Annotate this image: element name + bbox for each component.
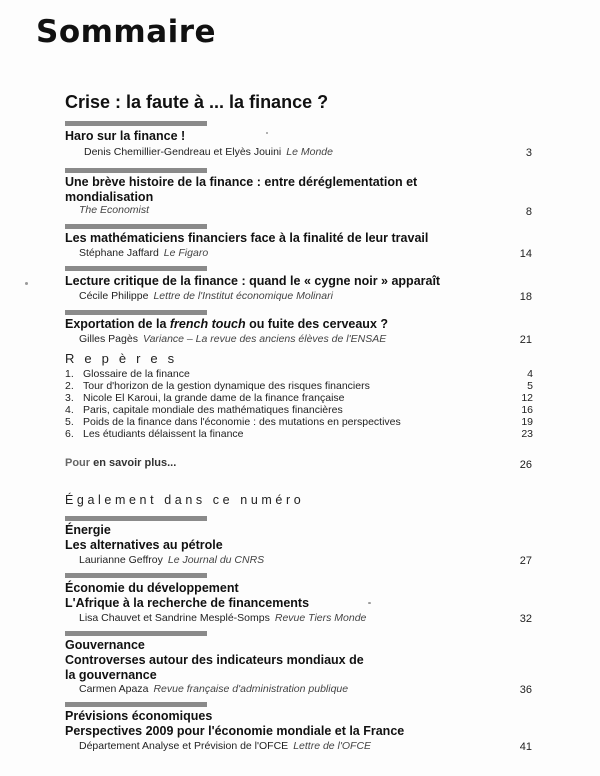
section-divider — [65, 224, 207, 229]
section-label: Prévisions économiques — [65, 709, 213, 723]
repere-label: Glossaire de la finance — [83, 368, 190, 380]
entry-authors: Gilles Pagès — [79, 333, 138, 345]
entry-authors: Cécile Philippe — [79, 290, 149, 302]
repere-item — [65, 392, 533, 404]
repere-page: 4 — [527, 368, 533, 380]
entry-authors: Carmen Apaza — [79, 683, 149, 695]
entry-page: 41 — [519, 741, 532, 753]
section-label: Énergie — [65, 523, 111, 537]
entry-authors: Laurianne Geffroy — [79, 554, 163, 566]
section-divider — [65, 573, 207, 578]
entry-authors: Denis Chemillier-Gendreau et Elyès Jouini — [84, 146, 282, 158]
entry-page: 36 — [519, 684, 532, 696]
section-divider — [65, 516, 207, 521]
entry-title: L'Afrique à la recherche de financements — [65, 596, 310, 610]
entry-title: Une brève histoire de la finance : entre déréglementation et mondialisation — [65, 175, 418, 204]
entry-title: Haro sur la finance ! — [65, 129, 186, 143]
plus-prefix: Pour — [65, 457, 91, 469]
entry-title: Controverses autour des indicateurs mondiaux de la gouvernance — [65, 653, 364, 682]
entry-source: The Economist — [79, 204, 150, 216]
repere-label: Paris, capitale mondiale des mathématiques financières — [83, 404, 343, 416]
entry-byline — [79, 612, 366, 625]
section-divider — [65, 168, 207, 173]
entry-title — [65, 317, 535, 332]
entry-byline — [79, 554, 264, 567]
plus-label: en savoir plus... — [93, 457, 177, 469]
section-divider — [65, 121, 207, 126]
repere-label: Les étudiants délaissent la finance — [83, 428, 244, 440]
entry-source: Variance – La revue des anciens élèves de l'ENSAE — [142, 333, 387, 345]
entry-byline — [79, 290, 333, 303]
repere-page: 19 — [521, 416, 533, 428]
entry-byline — [79, 683, 348, 696]
section-divider — [65, 702, 207, 707]
entry-page: 18 — [519, 291, 532, 303]
scan-speck — [368, 602, 371, 604]
repere-page: 16 — [521, 404, 533, 416]
entry-byline — [79, 247, 208, 260]
reperes-heading: Repères — [65, 351, 185, 366]
dossier-title: Crise : la faute à ... la finance ? — [65, 92, 329, 112]
entry-source: Le Journal du CNRS — [167, 554, 265, 566]
entry-source: Le Figaro — [163, 247, 209, 259]
entry-title-part: ou fuite des cerveaux ? — [245, 317, 389, 331]
entry-title: Perspectives 2009 pour l'économie mondiale et la France — [65, 724, 405, 738]
entry-authors: Lisa Chauvet et Sandrine Mesplé-Somps — [79, 612, 270, 624]
repere-number: 1. — [65, 368, 74, 380]
entry-title: Les mathématiciens financiers face à la finalité de leur travail — [65, 231, 429, 245]
egalement-heading: Également dans ce numéro — [65, 493, 305, 507]
entry-source: Lettre de l'Institut économique Molinari — [153, 290, 333, 302]
entry-byline — [79, 333, 386, 346]
repere-number: 6. — [65, 428, 74, 440]
repere-item — [65, 428, 533, 440]
repere-number: 4. — [65, 404, 74, 416]
section-divider — [65, 631, 207, 636]
section-label: Économie du développement — [65, 581, 239, 595]
entry-byline — [79, 740, 371, 753]
entry-title-part: Exportation de la — [65, 317, 170, 331]
entry-page: 27 — [519, 555, 532, 567]
repere-number: 3. — [65, 392, 74, 404]
entry-title: Lecture critique de la finance : quand le « cygne noir » apparaît — [65, 274, 441, 288]
entry-source: Le Monde — [286, 146, 333, 158]
repere-label: Poids de la finance dans l'économie : des mutations en perspectives — [83, 416, 401, 428]
entry-page: 32 — [519, 613, 532, 625]
scan-speck — [25, 282, 28, 285]
pour-en-savoir-plus — [65, 457, 176, 469]
repere-item — [65, 416, 533, 428]
entry-byline — [79, 204, 149, 217]
repere-number: 2. — [65, 380, 74, 392]
entry-title-italic: french touch — [169, 317, 246, 331]
entry-byline — [84, 146, 333, 159]
section-label: Gouvernance — [65, 638, 145, 652]
entry-authors: Stéphane Jaffard — [79, 247, 159, 259]
section-divider — [65, 266, 207, 271]
scan-speck — [266, 132, 268, 134]
entry-page: 21 — [519, 334, 532, 346]
page-title: Sommaire — [36, 14, 217, 50]
entry-page: 8 — [525, 206, 532, 218]
repere-page: 23 — [521, 428, 533, 440]
entry-source: Lettre de l'OFCE — [293, 740, 372, 752]
repere-number: 5. — [65, 416, 74, 428]
repere-page: 5 — [527, 380, 533, 392]
section-divider — [65, 310, 207, 315]
repere-item — [65, 404, 533, 416]
entry-source: Revue française d'administration publique — [153, 683, 349, 695]
entry-source: Revue Tiers Monde — [274, 612, 367, 624]
entry-title: Les alternatives au pétrole — [65, 538, 223, 552]
entry-page: 14 — [519, 248, 532, 260]
repere-page: 12 — [521, 392, 533, 404]
repere-item — [65, 380, 533, 392]
repere-item — [65, 368, 533, 380]
repere-label: Tour d'horizon de la gestion dynamique des risques financiers — [83, 380, 370, 392]
entry-page: 3 — [525, 147, 532, 159]
entry-authors: Département Analyse et Prévision de l'OFCE — [79, 740, 289, 752]
repere-label: Nicole El Karoui, la grande dame de la finance française — [83, 392, 345, 404]
plus-page: 26 — [519, 459, 532, 471]
